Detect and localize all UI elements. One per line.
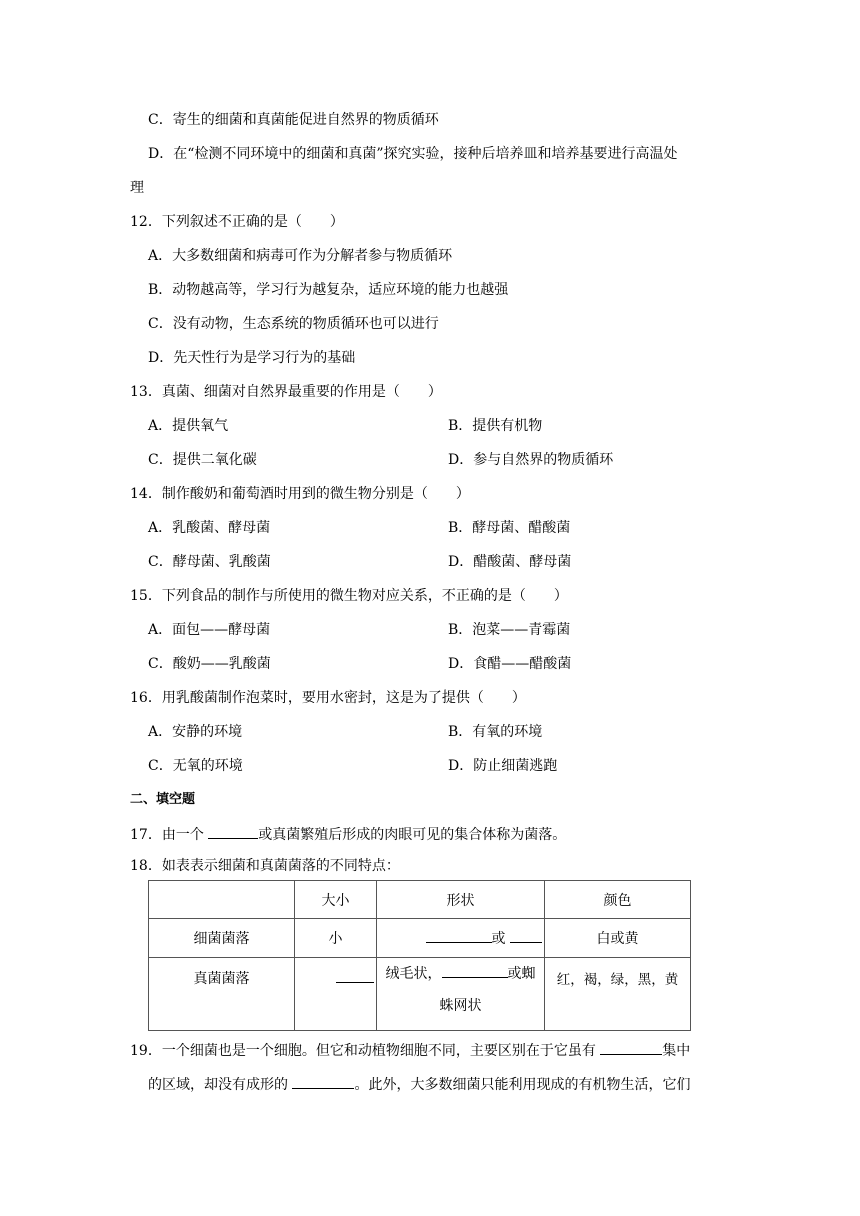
- bacteria-shape-blank-2[interactable]: [510, 928, 542, 943]
- fungi-colony-label: 真菌菌落: [149, 958, 295, 1031]
- q17-line: [130, 824, 566, 845]
- q12-option-b: B．动物越高等，学习行为越复杂，适应环境的能力也越强: [148, 282, 509, 298]
- q15-option-b: B．泡菜——青霉菌: [448, 622, 571, 638]
- bacteria-colony-label: 细菌菌落: [149, 919, 295, 958]
- q19-text-2: 集中: [662, 1043, 691, 1059]
- q16-stem: 16．用乳酸菌制作泡菜时，要用水密封，这是为了提供（ ）: [130, 690, 526, 706]
- table-header-row: [149, 881, 691, 919]
- bacteria-color-cell: 白或黄: [545, 919, 691, 958]
- table-header-cell: [149, 881, 295, 919]
- q19-text-1: 19．一个细菌也是一个细胞。但它和动植物细胞不同，主要区别在于它虽有: [130, 1043, 601, 1059]
- q12-option-d: D．先天性行为是学习行为的基础: [148, 350, 356, 366]
- q15-option-c: C．酸奶——乳酸菌: [148, 656, 271, 672]
- q11-option-d-line1: D．在“检测不同环境中的细菌和真菌”探究实验，接种后培养皿和培养基要进行高温处: [148, 146, 678, 162]
- q14-option-c: C．酵母菌、乳酸菌: [148, 554, 271, 570]
- q13-option-d: D．参与自然界的物质循环: [448, 452, 614, 468]
- q16-option-b: B．有氧的环境: [448, 724, 543, 740]
- q14-option-d: D．醋酸菌、酵母菌: [448, 554, 572, 570]
- section-title-fill-in: 二、填空题: [130, 792, 196, 807]
- q13-option-a: A．提供氧气: [148, 418, 229, 434]
- q19-line-2: [148, 1074, 690, 1095]
- q11-option-c: C．寄生的细菌和真菌能促进自然界的物质循环: [148, 112, 439, 128]
- q19-text-3: 的区域，却没有成形的: [148, 1077, 293, 1093]
- fungi-shape-text-b: 或蜘: [507, 966, 536, 982]
- q16-option-c: C．无氧的环境: [148, 758, 243, 774]
- q19-text-4: 。此外，大多数细菌只能利用现成的有机物生活，它们: [354, 1077, 691, 1093]
- bacteria-size-cell: 小: [295, 919, 377, 958]
- colony-comparison-table: [148, 880, 691, 1031]
- fungi-shape-text-c: 蛛网状: [439, 998, 482, 1014]
- fungi-shape-blank[interactable]: [442, 963, 508, 978]
- bacteria-shape-blank-1[interactable]: [426, 928, 492, 943]
- q11-option-d-line2: 理: [130, 180, 144, 196]
- q15-option-d: D．食醋——醋酸菌: [448, 656, 572, 672]
- q16-option-d: D．防止细菌逃跑: [448, 758, 558, 774]
- table-header-cell: 形状: [377, 881, 545, 919]
- q19-line-1: [130, 1040, 690, 1061]
- q14-option-b: B．酵母菌、醋酸菌: [448, 520, 571, 536]
- fungi-color-cell: 红，褐，绿，黑，黄: [545, 958, 691, 1031]
- q19-blank-1[interactable]: [600, 1040, 662, 1055]
- q12-stem: 12．下列叙述不正确的是（ ）: [130, 214, 344, 230]
- q15-stem: 15．下列食品的制作与所使用的微生物对应关系，不正确的是（ ）: [130, 588, 568, 604]
- q19-blank-2[interactable]: [292, 1074, 354, 1089]
- q13-option-b: B．提供有机物: [448, 418, 543, 434]
- q15-option-a: A．面包——酵母菌: [148, 622, 271, 638]
- q16-option-a: A．安静的环境: [148, 724, 243, 740]
- bacteria-shape-connector: 或: [491, 931, 510, 947]
- q12-option-a: A．大多数细菌和病毒可作为分解者参与物质循环: [148, 248, 453, 264]
- q14-option-a: A．乳酸菌、酵母菌: [148, 520, 271, 536]
- table-row-bacteria: [149, 919, 691, 958]
- q13-stem: 13．真菌、细菌对自然界最重要的作用是（ ）: [130, 384, 442, 400]
- q18-stem: 18．如表表示细菌和真菌菌落的不同特点：: [130, 858, 400, 874]
- fungi-shape-cell: [377, 958, 545, 1031]
- q13-option-c: C．提供二氧化碳: [148, 452, 257, 468]
- fungi-shape-text-a: 绒毛状，: [385, 966, 442, 982]
- q17-text-before: 17．由一个: [130, 827, 209, 843]
- q17-text-after: 或真菌繁殖后形成的肉眼可见的集合体称为菌落。: [258, 827, 567, 843]
- bacteria-shape-cell: [377, 919, 545, 958]
- table-header-cell: 大小: [295, 881, 377, 919]
- fungi-size-blank[interactable]: [336, 968, 374, 983]
- table-row-fungi: [149, 958, 691, 1031]
- table-header-cell: 颜色: [545, 881, 691, 919]
- q17-blank[interactable]: [208, 824, 258, 839]
- fungi-size-cell: [295, 958, 377, 1031]
- q14-stem: 14．制作酸奶和葡萄酒时用到的微生物分别是（ ）: [130, 486, 470, 502]
- q12-option-c: C．没有动物，生态系统的物质循环也可以进行: [148, 316, 439, 332]
